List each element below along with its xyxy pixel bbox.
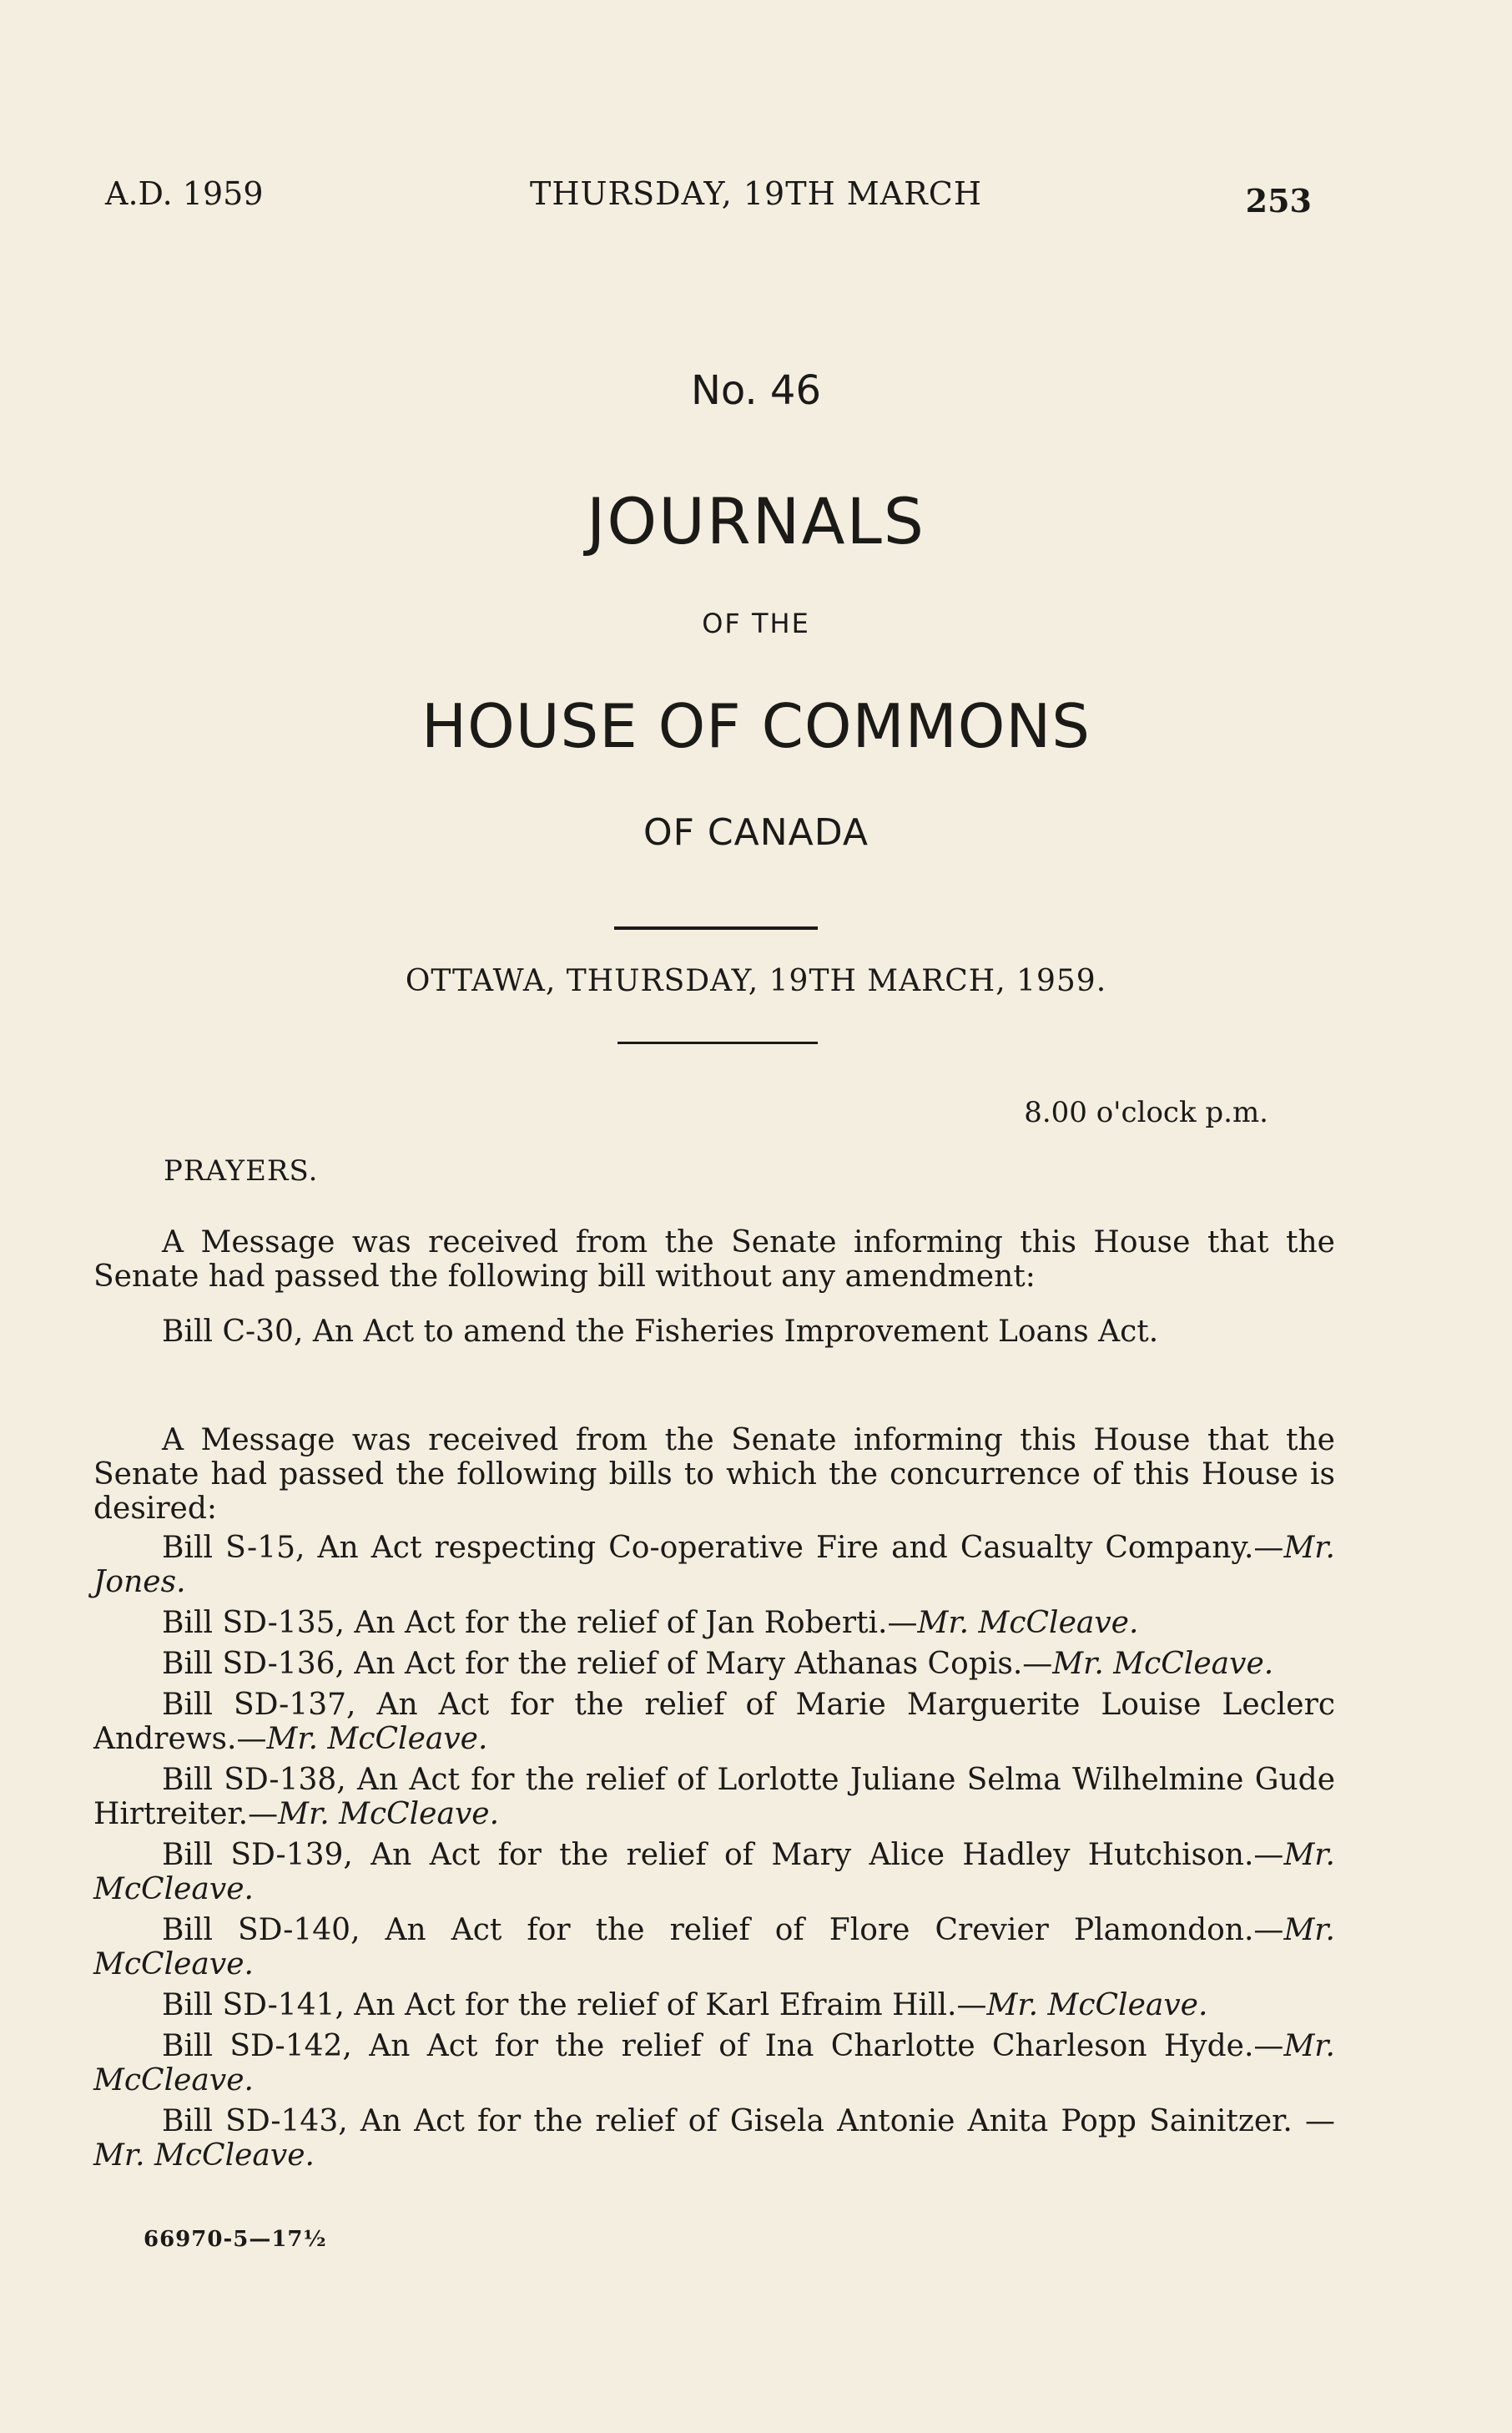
- bill-entry: [93, 1688, 1335, 1756]
- date-heading: THURSDAY, 19TH MARCH: [530, 175, 982, 212]
- bill-entry: [93, 1763, 1335, 1831]
- bill-text: Bill SD-140, An Act for the relief of Flore Crevier Plamondon.—: [162, 1913, 1284, 1947]
- bill-text: Bill SD-137, An Act for the relief of Marie Marguerite Louise Leclerc Andrews.—: [93, 1688, 1335, 1756]
- bill-text: Bill SD-139, An Act for the relief of Mary Alice Hadley Hutchison.—: [162, 1838, 1284, 1872]
- journal-number: No. 46: [690, 367, 822, 414]
- bill-text: Bill SD-138, An Act for the relief of Lorlotte Juliane Selma Wilhelmine Gude Hirtreiter.—: [93, 1763, 1335, 1831]
- year-label: A.D. 1959: [105, 175, 264, 212]
- bill-entry: [93, 1988, 1335, 2022]
- bill-sponsor: Mr. McCleave.: [93, 2138, 315, 2173]
- bill-entry: [93, 1647, 1335, 1681]
- message-paragraph: [93, 1225, 1335, 1294]
- bill-sponsor: Mr. McCleave.: [266, 1722, 488, 1756]
- bill-sponsor: Mr. McCleave.: [986, 1988, 1208, 2022]
- prayers-heading: PRAYERS.: [164, 1154, 319, 1188]
- page-number: 253: [1245, 182, 1312, 220]
- bill-entry: [93, 2104, 1335, 2173]
- bill-text: Bill SD-136, An Act for the relief of Mary Athanas Copis.—: [162, 1647, 1053, 1681]
- divider-rule: [617, 1042, 818, 1044]
- message-paragraph: [93, 1423, 1335, 1526]
- running-head: [0, 175, 1512, 220]
- bill-entry: [93, 1913, 1335, 1981]
- bill-text: Bill SD-135, An Act for the relief of Jan Roberti.—: [162, 1606, 918, 1640]
- dateline: OTTAWA, THURSDAY, 19TH MARCH, 1959.: [405, 964, 1107, 998]
- of-canada-title: OF CANADA: [643, 811, 869, 854]
- journal-title: JOURNALS: [586, 484, 926, 558]
- bill-entry: [93, 1606, 1335, 1640]
- message-text: A Message was received from the Senate informing this House that the Senate had passed the following bill without any amendment:: [93, 1225, 1335, 1294]
- bill-sponsor: Mr. McCleave.: [93, 1913, 1335, 1981]
- bill-text: Bill C-30, An Act to amend the Fisheries Improvement Loans Act.: [162, 1315, 1159, 1349]
- bill-sponsor: Mr. McCleave.: [93, 2029, 1335, 2097]
- bill-sponsor: Mr. McCleave.: [917, 1606, 1139, 1640]
- message-text: A Message was received from the Senate informing this House that the Senate had passed the following bills to which the concurrence of this House is desired:: [93, 1423, 1335, 1526]
- bill-entry: [93, 1838, 1335, 1906]
- bill-sponsor: Mr. McCleave.: [1052, 1647, 1274, 1681]
- bill-entry: [93, 1315, 1335, 1349]
- divider-rule: [614, 926, 818, 930]
- bills-list: [93, 1531, 1335, 2179]
- house-of-commons-title: HOUSE OF COMMONS: [421, 691, 1091, 761]
- bill-text: Bill S-15, An Act respecting Co-operative Fire and Casualty Company.—: [162, 1531, 1284, 1565]
- bill-text: Bill SD-141, An Act for the relief of Karl Efraim Hill.—: [162, 1988, 987, 2022]
- bill-entry: [93, 2029, 1335, 2097]
- title-of-the: OF THE: [702, 608, 810, 639]
- bill-sponsor: Mr. Jones.: [93, 1531, 1335, 1599]
- bill-entry: [93, 1531, 1335, 1599]
- bill-text: Bill SD-143, An Act for the relief of Gisela Antonie Anita Popp Sainitzer. —: [162, 2104, 1335, 2138]
- bill-sponsor: Mr. McCleave.: [93, 1838, 1335, 1906]
- printer-signature: 66970-5—17½: [144, 2227, 327, 2252]
- sitting-time: 8.00 o'clock p.m.: [1024, 1096, 1268, 1129]
- bill-text: Bill SD-142, An Act for the relief of Ina Charlotte Charleson Hyde.—: [162, 2029, 1284, 2063]
- bill-sponsor: Mr. McCleave.: [278, 1797, 500, 1831]
